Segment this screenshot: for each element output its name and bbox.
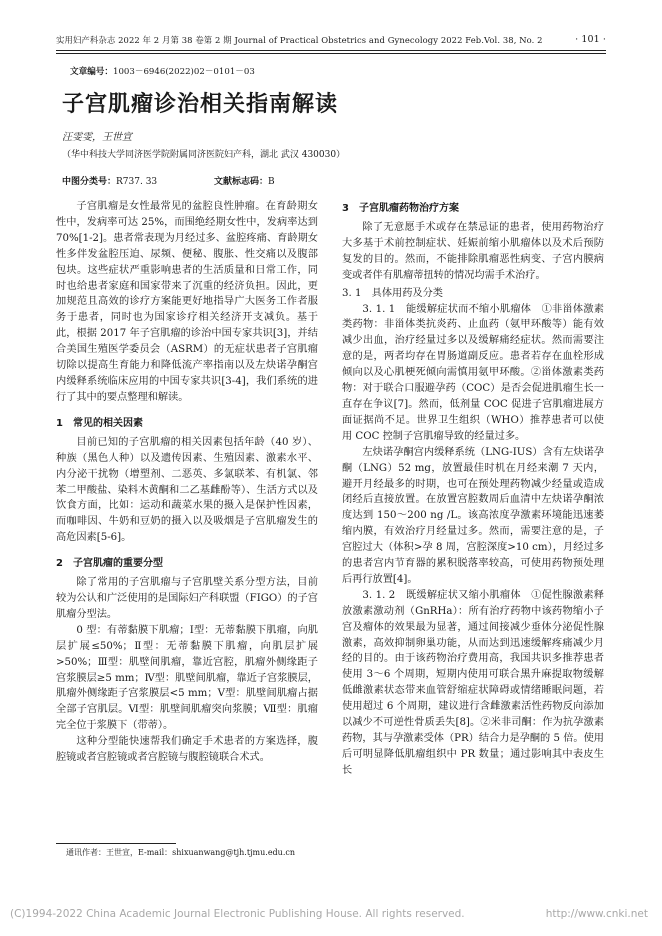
section-1-paragraph: 目前已知的子宫肌瘤的相关因素包括年龄（40 岁）、种族（黑色人种）以及遗传因素、生殖因素、激素水平、内分泌干扰物（增塑剂、二恶英、多氯联苯、有机氯、邻苯二甲酸盐、染料木黄酮和二乙基雌酚等）、生活方式以及饮食方面，比如：运动和蔬菜水果的摄入是保护性因素，而咖啡因、牛奶和豆奶的摄入以及吸烟是子宫肌瘤发生的高危因素[5-6]。 bbox=[56, 436, 318, 544]
header-rule-bottom bbox=[56, 53, 606, 54]
affiliation: （华中科技大学同济医学院附属同济医院妇产科，湖北 武汉 430030） bbox=[62, 150, 346, 160]
running-header-journal: 实用妇产科杂志 2022 年 2 月第 38 卷第 2 期 Journal of Practical Obstetrics and Gynecology 2022 Feb.Vol. 38, No. 2 bbox=[56, 35, 543, 45]
authors: 汪雯雯，王世宣 bbox=[62, 132, 132, 143]
page-number: · 101 · bbox=[575, 34, 606, 45]
classification-value: R737. 33 bbox=[116, 177, 158, 187]
subsection-3-1-2-paragraph: 3. 1. 2 既缓解症状又缩小肌瘤体 ①促性腺激素释放激素激动剂（GnRHa）：所有治疗药物中该药物缩小子宫及瘤体的效果最为显著，通过间接减少垂体分泌促性腺激素，高效抑制卵巢功能，从而达到迅速缓解疼痛减少月经的目的。由于该药物治疗费用高，我国共识多推荐患者使用 3～6 个周期，短期内使用可联合黑升麻提取物缓解低雌激素状态带来血管舒缩症状障碍或情绪睡眠问题，若使用超过 6 个周期，建议进行含雌激素活性药物反向添加以减少不可逆性骨质丢失[8]。②米非司酮：作为抗孕激素药物，其与孕激素受体（PR）结合力是孕酮的 5 倍。使用后可明显降低肌瘤组织中 PR 数量；通过影响其中表皮生长 bbox=[342, 589, 604, 776]
section-2-paragraph: 除了常用的子宫肌瘤与子宫肌壁关系分型方法，目前较为公认和广泛使用的是国际妇产科联盟（FIGO）的子宫肌瘤分型法。 bbox=[56, 577, 318, 620]
document-code bbox=[214, 175, 275, 189]
classification-label: 中图分类号： bbox=[62, 177, 117, 187]
section-2-heading: 2 子宫肌瘤的重要分型 bbox=[56, 558, 163, 570]
intro-paragraph: 子宫肌瘤是女性最常见的盆腔良性肿瘤。在育龄期女性中，发病率可达 25%，而围绝经期女性中，发病率达到 70%[1-2]。患者常表现为月经过多、盆腔疼痛、育龄期女性多伴发盆腔压迫、尿频、便秘、腹胀、性交痛以及腹部包块。这些症状严重影响患者的生活质量和日常工作，同时也给患者家庭和国家带来了沉重的经济负担。因此，更加规范且高效的诊疗方案能更好地指导广大医务工作者服务于患者，同时也为国家诊疗相关经济开支减负。基于此，根据 2017 年子宫肌瘤的诊治中国专家共识[3]，并结合美国生殖医学委员会（ASRM）的无症状患者子宫肌瘤切除以提高生育能力和降低流产率指南以及左炔诺孕酮宫内缓释系统临床应用的中国专家共识[3-4]，我们系统的进行了其中的要点整理和解读。 bbox=[56, 201, 318, 403]
article-number bbox=[70, 65, 255, 79]
article-number-label: 文章编号： bbox=[70, 67, 113, 77]
header-rule-top bbox=[56, 50, 606, 51]
section-2-paragraph: 0 型：有蒂黏膜下肌瘤；Ⅰ型：无蒂黏膜下肌瘤，向肌层扩展≤50%；Ⅱ型：无蒂黏膜下肌瘤，向肌层扩展>50%；Ⅲ型：肌壁间肌瘤，靠近宫腔，肌瘤外侧缘距子宫浆膜层≥5 mm；Ⅳ型：肌壁间肌瘤，靠近子宫浆膜层，肌瘤外侧缘距子宫浆膜层<5 mm；Ⅴ型：肌壁间肌瘤占据全部子宫肌层。Ⅵ型：肌壁间肌瘤突向浆膜；Ⅶ型：肌瘤完全位于浆膜下（带蒂）。 bbox=[56, 624, 318, 732]
right-column bbox=[342, 199, 604, 779]
section-1-heading: 1 常见的相关因素 bbox=[56, 417, 143, 429]
section-3-heading: 3 子宫肌瘤药物治疗方案 bbox=[342, 203, 459, 214]
section-3-intro: 除了无意愿手术或存在禁忌证的患者，使用药物治疗大多基于术前控制症状、妊娠前缩小肌瘤体以及术后预防复发的目的。然而，不能排除肌瘤恶性病变、子宫内膜病变或者伴有肌瘤蒂扭转的情况均需手术治疗。 bbox=[342, 222, 604, 281]
document-code-value: B bbox=[268, 177, 275, 187]
article-number-value: 1003－6946(2022)02－0101－03 bbox=[112, 67, 255, 77]
subsection-3-1-1-paragraph: 3. 1. 1 能缓解症状而不缩小肌瘤体 ①非甾体激素类药物：非甾体类抗炎药、止血药（氨甲环酸等）能有效减少出血，治疗经量过多以及缓解痛经症状。然而需要注意的是，两者均存在胃肠道副反应。患者若存在血栓形成倾向以及心肌梗死倾向需慎用氨甲环酸。②甾体激素类药物：对于联合口服避孕药（COC）是否会促进肌瘤生长一直存在争议[7]。然而，低剂量 COC 促进子宫肌瘤进展方面证据尚不足。世界卫生组织（WHO）推荐患者可以使用 COC 控制子宫肌瘤导致的经量过多。 bbox=[342, 303, 604, 442]
document-code-label: 文献标志码： bbox=[214, 177, 269, 187]
copyright-text: (C)1994-2022 China Academic Journal Electronic Publishing House. All rights reserved. bbox=[10, 908, 465, 920]
article-title: 子宫肌瘤诊治相关指南解读 bbox=[62, 92, 339, 117]
cnki-url: http://www.cnki.net bbox=[545, 908, 648, 920]
section-2-paragraph: 这种分型能快速帮我们确定手术患者的方案选择，腹腔镜或者宫腔镜或者宫腔镜与腹腔镜联合术式。 bbox=[56, 736, 318, 764]
lng-ius-paragraph: 左炔诺孕酮宫内缓释系统（LNG-IUS）含有左炔诺孕酮（LNG）52 mg，放置最佳时机在月经来潮 7 天内，避开月经最多的时期，也可在预处理药物减少经量或造成闭经后直接放置。在放置宫腔数周后血清中左炔诺孕酮浓度达到 150～200 ng /L。该高浓度孕激素环境能迅速萎缩内膜，有效治疗月经量过多。然而，需要注意的是，子宫腔过大（体积>孕 8 周，宫腔深度>10 cm），月经过多的患者宫内节育器的累积脱落率较高，可使用药物预处理后再行放置[4]。 bbox=[342, 446, 604, 585]
classification-number bbox=[62, 175, 157, 189]
running-header bbox=[56, 32, 606, 48]
corresponding-author-footnote: 通讯作者：王世宣，E-mail：shixuanwang@tjh.tjmu.edu.cn bbox=[66, 848, 296, 857]
copyright-watermark bbox=[10, 907, 652, 921]
left-column bbox=[56, 199, 318, 766]
subsection-3-1-heading: 3. 1 具体用药及分类 bbox=[342, 287, 443, 299]
footnote-rule bbox=[56, 843, 176, 844]
